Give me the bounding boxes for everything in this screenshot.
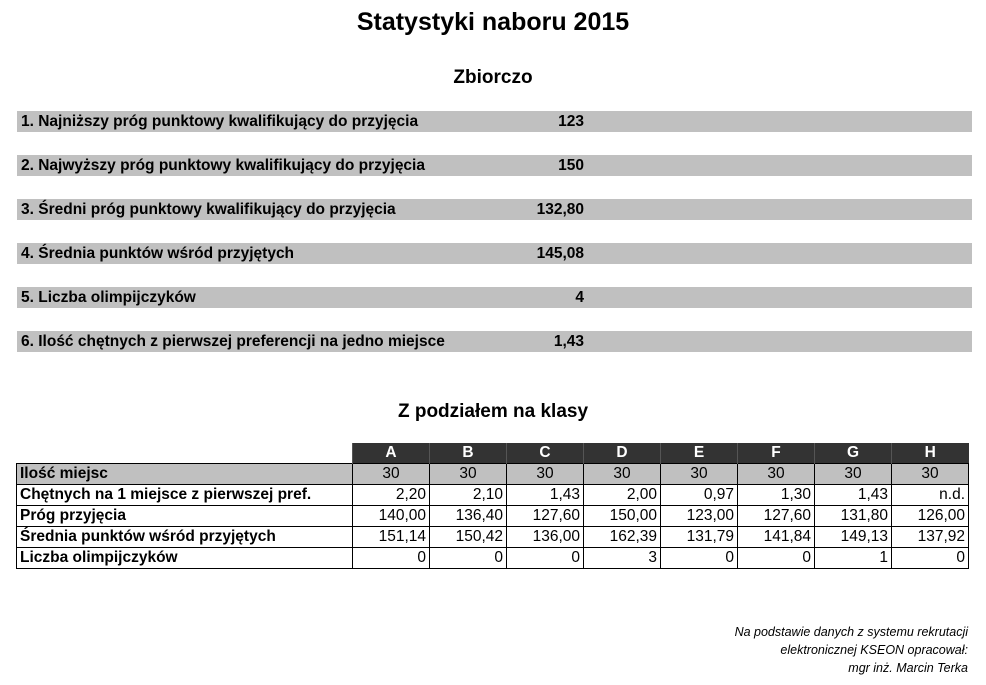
table-row	[17, 506, 969, 527]
table-cell: 137,92	[892, 527, 969, 548]
table-cell: 126,00	[892, 506, 969, 527]
summary-label: 3. Średni próg punktowy kwalifikujący do przyjęcia	[21, 201, 396, 218]
table-row	[17, 464, 969, 485]
column-header: F	[738, 443, 815, 464]
table-corner	[17, 443, 353, 464]
table-cell: 150,00	[584, 506, 661, 527]
summary-row	[17, 331, 972, 352]
table-cell: 2,10	[430, 485, 507, 506]
table-cell: 140,00	[353, 506, 430, 527]
footer-note	[735, 623, 968, 677]
table-cell: 0	[353, 548, 430, 569]
table-cell: 150,42	[430, 527, 507, 548]
table-cell: n.d.	[892, 485, 969, 506]
table-cell: 162,39	[584, 527, 661, 548]
table-cell: 1,30	[738, 485, 815, 506]
table-cell: 0	[507, 548, 584, 569]
table-cell: 0	[738, 548, 815, 569]
table-cell: 123,00	[661, 506, 738, 527]
summary-value: 4	[575, 289, 584, 306]
footer-line: elektronicznej KSEON opracował:	[780, 643, 968, 657]
table-cell: 131,79	[661, 527, 738, 548]
summary-label: 4. Średnia punktów wśród przyjętych	[21, 245, 295, 262]
summary-value: 145,08	[536, 245, 584, 262]
table-cell: 3	[584, 548, 661, 569]
summary-row	[17, 199, 972, 220]
summary-label: 2. Najwyższy próg punktowy kwalifikujący do przyjęcia	[21, 157, 425, 174]
row-label: Liczba olimpijczyków	[17, 548, 353, 569]
column-header: E	[661, 443, 738, 464]
column-header: B	[430, 443, 507, 464]
table-cell: 0	[892, 548, 969, 569]
table-header-row	[17, 443, 969, 464]
table-cell: 0	[430, 548, 507, 569]
table-cell: 30	[430, 464, 507, 485]
column-header: H	[892, 443, 969, 464]
table-cell: 136,00	[507, 527, 584, 548]
table-cell: 30	[892, 464, 969, 485]
footer-line: Na podstawie danych z systemu rekrutacji	[734, 625, 968, 639]
summary-heading: Zbiorczo	[453, 67, 533, 88]
summary-row	[17, 155, 972, 176]
table-cell: 141,84	[738, 527, 815, 548]
row-label: Ilość miejsc	[17, 464, 353, 485]
page-title: Statystyki naboru 2015	[356, 8, 630, 36]
summary-value: 150	[558, 157, 584, 174]
summary-row	[17, 243, 972, 264]
table-cell: 136,40	[430, 506, 507, 527]
column-header: G	[815, 443, 892, 464]
footer-author: mgr inż. Marcin Terka	[848, 661, 968, 675]
table-cell: 131,80	[815, 506, 892, 527]
table-cell: 30	[661, 464, 738, 485]
summary-label: 1. Najniższy próg punktowy kwalifikujący do przyjęcia	[21, 113, 419, 130]
row-label: Średnia punktów wśród przyjętych	[17, 527, 353, 548]
row-label: Chętnych na 1 miejsce z pierwszej pref.	[17, 485, 353, 506]
table-row	[17, 485, 969, 506]
table-cell: 2,20	[353, 485, 430, 506]
table-row	[17, 527, 969, 548]
classes-table	[16, 443, 969, 569]
table-cell: 30	[584, 464, 661, 485]
table-cell: 127,60	[507, 506, 584, 527]
table-cell: 1,43	[815, 485, 892, 506]
table-cell: 30	[507, 464, 584, 485]
summary-value: 123	[558, 113, 584, 130]
table-cell: 0	[661, 548, 738, 569]
table-cell: 0,97	[661, 485, 738, 506]
table-cell: 30	[815, 464, 892, 485]
classes-heading: Z podziałem na klasy	[397, 401, 589, 422]
summary-row	[17, 111, 972, 132]
summary-label: 6. Ilość chętnych z pierwszej preferencji na jedno miejsce	[21, 333, 445, 350]
summary-value: 1,43	[553, 333, 584, 350]
table-cell: 149,13	[815, 527, 892, 548]
table-cell: 2,00	[584, 485, 661, 506]
column-header: C	[507, 443, 584, 464]
summary-value: 132,80	[536, 201, 584, 218]
table-cell: 127,60	[738, 506, 815, 527]
table-cell: 30	[353, 464, 430, 485]
table-cell: 1,43	[507, 485, 584, 506]
table-cell: 30	[738, 464, 815, 485]
row-label: Próg przyjęcia	[17, 506, 353, 527]
column-header: D	[584, 443, 661, 464]
column-header: A	[353, 443, 430, 464]
table-cell: 1	[815, 548, 892, 569]
table-row	[17, 548, 969, 569]
table-cell: 151,14	[353, 527, 430, 548]
summary-label: 5. Liczba olimpijczyków	[21, 289, 196, 306]
summary-row	[17, 287, 972, 308]
